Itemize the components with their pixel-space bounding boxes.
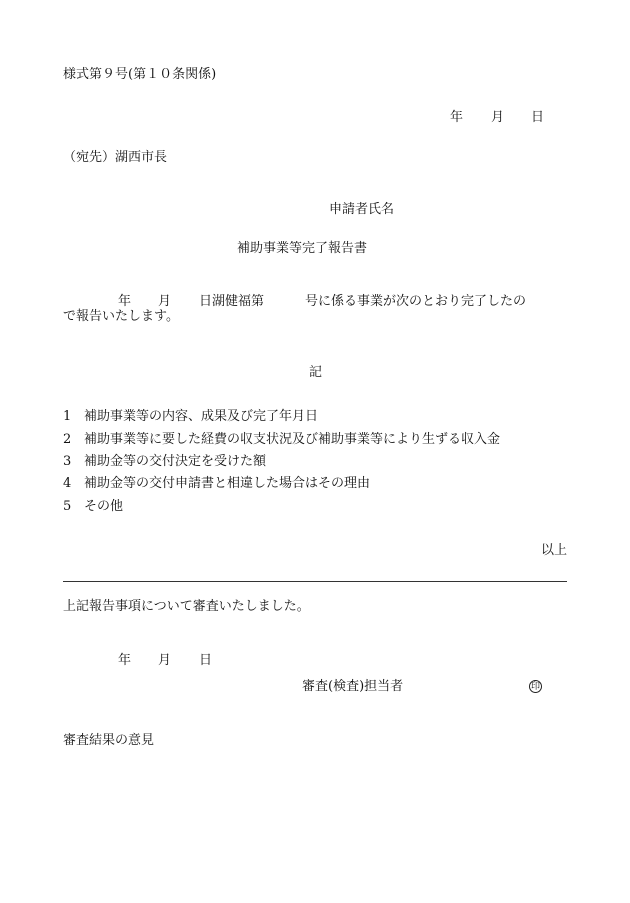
review-statement: 上記報告事項について審査いたしました。 bbox=[63, 599, 310, 614]
applicant-label: 申請者氏名 bbox=[329, 202, 395, 217]
ijou-label: 以上 bbox=[541, 543, 568, 558]
date-bottom-year: 年 bbox=[118, 653, 132, 668]
list-item-text: その他 bbox=[84, 499, 124, 514]
list-item-number: 5 bbox=[63, 499, 72, 514]
list-item bbox=[63, 455, 266, 468]
body-month: 月 bbox=[158, 294, 172, 309]
document-title: 補助事業等完了報告書 bbox=[237, 241, 368, 256]
list-item bbox=[63, 500, 123, 513]
seal-icon: 印 bbox=[530, 682, 540, 692]
addressee: （宛先）湖西市長 bbox=[63, 150, 168, 165]
date-top-year: 年 bbox=[450, 110, 464, 125]
list-item-text: 補助金等の交付申請書と相違した場合はその理由 bbox=[84, 476, 371, 491]
ki-label: 記 bbox=[309, 365, 323, 380]
reviewer-label: 審査(検査)担当者 bbox=[302, 679, 404, 694]
list-item-text: 補助事業等に要した経費の収支状況及び補助事業等により生ずる収入金 bbox=[84, 432, 501, 447]
list-item-number: 1 bbox=[63, 409, 72, 424]
date-bottom-day: 日 bbox=[199, 653, 213, 668]
date-bottom-month: 月 bbox=[158, 653, 172, 668]
body-day-ref: 日湖健福第 bbox=[199, 294, 265, 309]
list-item bbox=[63, 477, 370, 490]
body-year: 年 bbox=[118, 294, 132, 309]
list-item-text: 補助事業等の内容、成果及び完了年月日 bbox=[84, 409, 319, 424]
list-item-number: 4 bbox=[63, 476, 72, 491]
list-item-text: 補助金等の交付決定を受けた額 bbox=[84, 454, 267, 469]
body-line2: で報告いたします。 bbox=[63, 309, 179, 324]
date-top-day: 日 bbox=[531, 110, 545, 125]
list-item-number: 2 bbox=[63, 432, 72, 447]
form-number: 様式第９号(第１０条関係) bbox=[63, 67, 217, 82]
date-top-month: 月 bbox=[491, 110, 505, 125]
body-number-suffix: 号に係る事業が次のとおり完了したの bbox=[305, 294, 527, 309]
divider-line bbox=[63, 581, 567, 582]
list-item bbox=[63, 410, 318, 423]
list-item bbox=[63, 433, 500, 446]
opinion-label: 審査結果の意見 bbox=[63, 733, 155, 748]
list-item-number: 3 bbox=[63, 454, 72, 469]
